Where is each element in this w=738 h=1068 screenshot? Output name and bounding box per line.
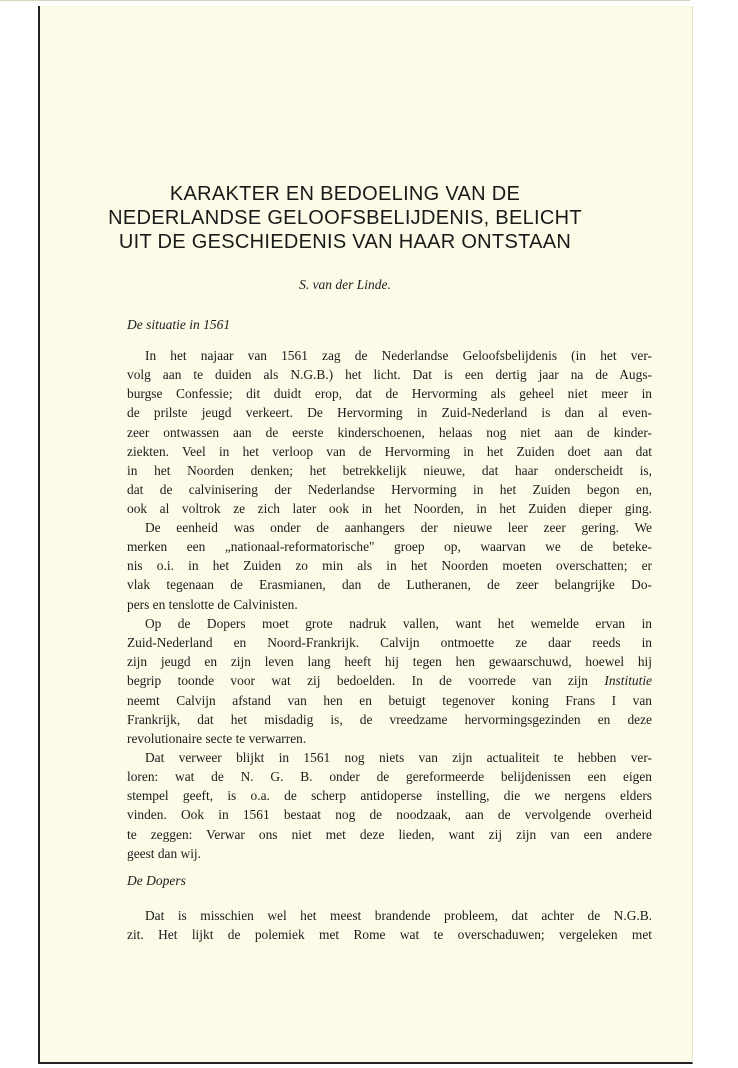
- text-line: in het Noorden denken; het betrekkelijk nieuwe, dat haar onderscheidt is,: [127, 462, 652, 478]
- text-line: te zeggen: Verwar ons niet met deze lieden, want zij zijn van een andere: [127, 826, 652, 842]
- paragraph-2: [127, 518, 652, 614]
- author-name: S. van der Linde.: [299, 277, 391, 292]
- text-line: vlak tegenaan de Erasmianen, dan de Lutheranen, de zeer belangrijke Do-: [127, 577, 652, 593]
- text-line: In het najaar van 1561 zag de Nederlandse Geloofsbelijdenis (in het ver-: [145, 348, 652, 363]
- section-heading-dopers: De Dopers: [127, 873, 186, 888]
- text-line: Zuid-Nederland en Noord-Frankrijk. Calvijn ontmoette ze daar reeds in: [127, 635, 652, 651]
- text-line: zijn jeugd en zijn leven lang heeft hij tegen hen gewaarschuwd, hoewel hij: [127, 654, 652, 670]
- paragraph-1: [127, 346, 652, 518]
- text-line: [127, 671, 652, 690]
- title-line: NEDERLANDSE GELOOFSBELIJDENIS, BELICHT: [108, 207, 582, 229]
- text-fragment: begrip toonde voor wat zij bedoelden. In de voorrede van zijn: [127, 673, 588, 689]
- text-line: burgse Confessie; dit duidt erop, dat de Hervorming als geheel niet meer in: [127, 386, 652, 402]
- text-line: zit. Het lijkt de polemiek met Rome wat te overschaduwen; vergeleken met: [127, 927, 652, 943]
- text-line: de prilste jeugd verkeert. De Hervorming in Zuid-Nederland is dan al even-: [127, 405, 652, 421]
- text-line: ziekten. Veel in het verloop van de Hervorming in het Zuiden doet aan dat: [127, 443, 652, 459]
- article-title: [0, 182, 690, 254]
- text-line: volg aan te duiden als N.G.B.) het licht. Dat is een dertig jaar na de Augs-: [127, 367, 652, 383]
- text-line: Frankrijk, dat het misdadig is, de vreedzame hervormingsgezinden en deze: [127, 711, 652, 727]
- text-line: dat de calvinisering der Nederlandse Hervorming in het Zuiden begon en,: [127, 482, 652, 498]
- italic-title: Institutie: [604, 673, 652, 689]
- text-line: nis o.i. in het Zuiden zo min als in het Noorden moeten overschatten; er: [127, 558, 652, 574]
- text-line: stempel geeft, is o.a. de scherp antidoperse instelling, die we nergens elders: [127, 788, 652, 804]
- paragraph-3: [127, 614, 652, 748]
- section-heading-situatie: De situatie in 1561: [127, 317, 231, 332]
- title-line: KARAKTER EN BEDOELING VAN DE: [169, 183, 521, 205]
- text-line: vinden. Ook in 1561 bestaat nog de noodzaak, aan de vervolgende overheid: [127, 807, 652, 823]
- paragraph-4: [127, 748, 652, 863]
- text-line: revolutionaire secte te verwarren.: [127, 730, 307, 746]
- text-line: merken een „nationaal-reformatorische" groep op, waarvan we de beteke-: [127, 539, 652, 555]
- text-line: pers en tenslotte de Calvinisten.: [127, 596, 298, 612]
- page-top-edge: [0, 0, 690, 1]
- text-line: geest dan wij.: [127, 845, 202, 861]
- text-line: neemt Calvijn afstand van hen en betuigt tegenover koning Frans I van: [127, 692, 652, 708]
- text-line: loren: wat de N. G. B. onder de gereformeerde belijdenissen een eigen: [127, 769, 652, 785]
- text-line: Dat is misschien wel het meest brandende probleem, dat achter de N.G.B.: [145, 908, 652, 923]
- text-line: ook al voltrok ze zich later ook in het Noorden, in het Zuiden dieper ging.: [127, 501, 652, 517]
- paragraph-5: [127, 906, 652, 944]
- text-line: De eenheid was onder de aanhangers der nieuwe leer zeer gering. We: [145, 520, 652, 535]
- text-line: zeer ontwassen aan de eerste kinderschoenen, helaas nog niet aan de kinder-: [127, 424, 652, 440]
- title-line: UIT DE GESCHIEDENIS VAN HAAR ONTSTAAN: [118, 231, 572, 253]
- text-line: Dat verweer blijkt in 1561 nog niets van zijn actualiteit te hebben ver-: [145, 750, 652, 765]
- text-line: Op de Dopers moet grote nadruk vallen, want het wemelde ervan in: [145, 616, 652, 631]
